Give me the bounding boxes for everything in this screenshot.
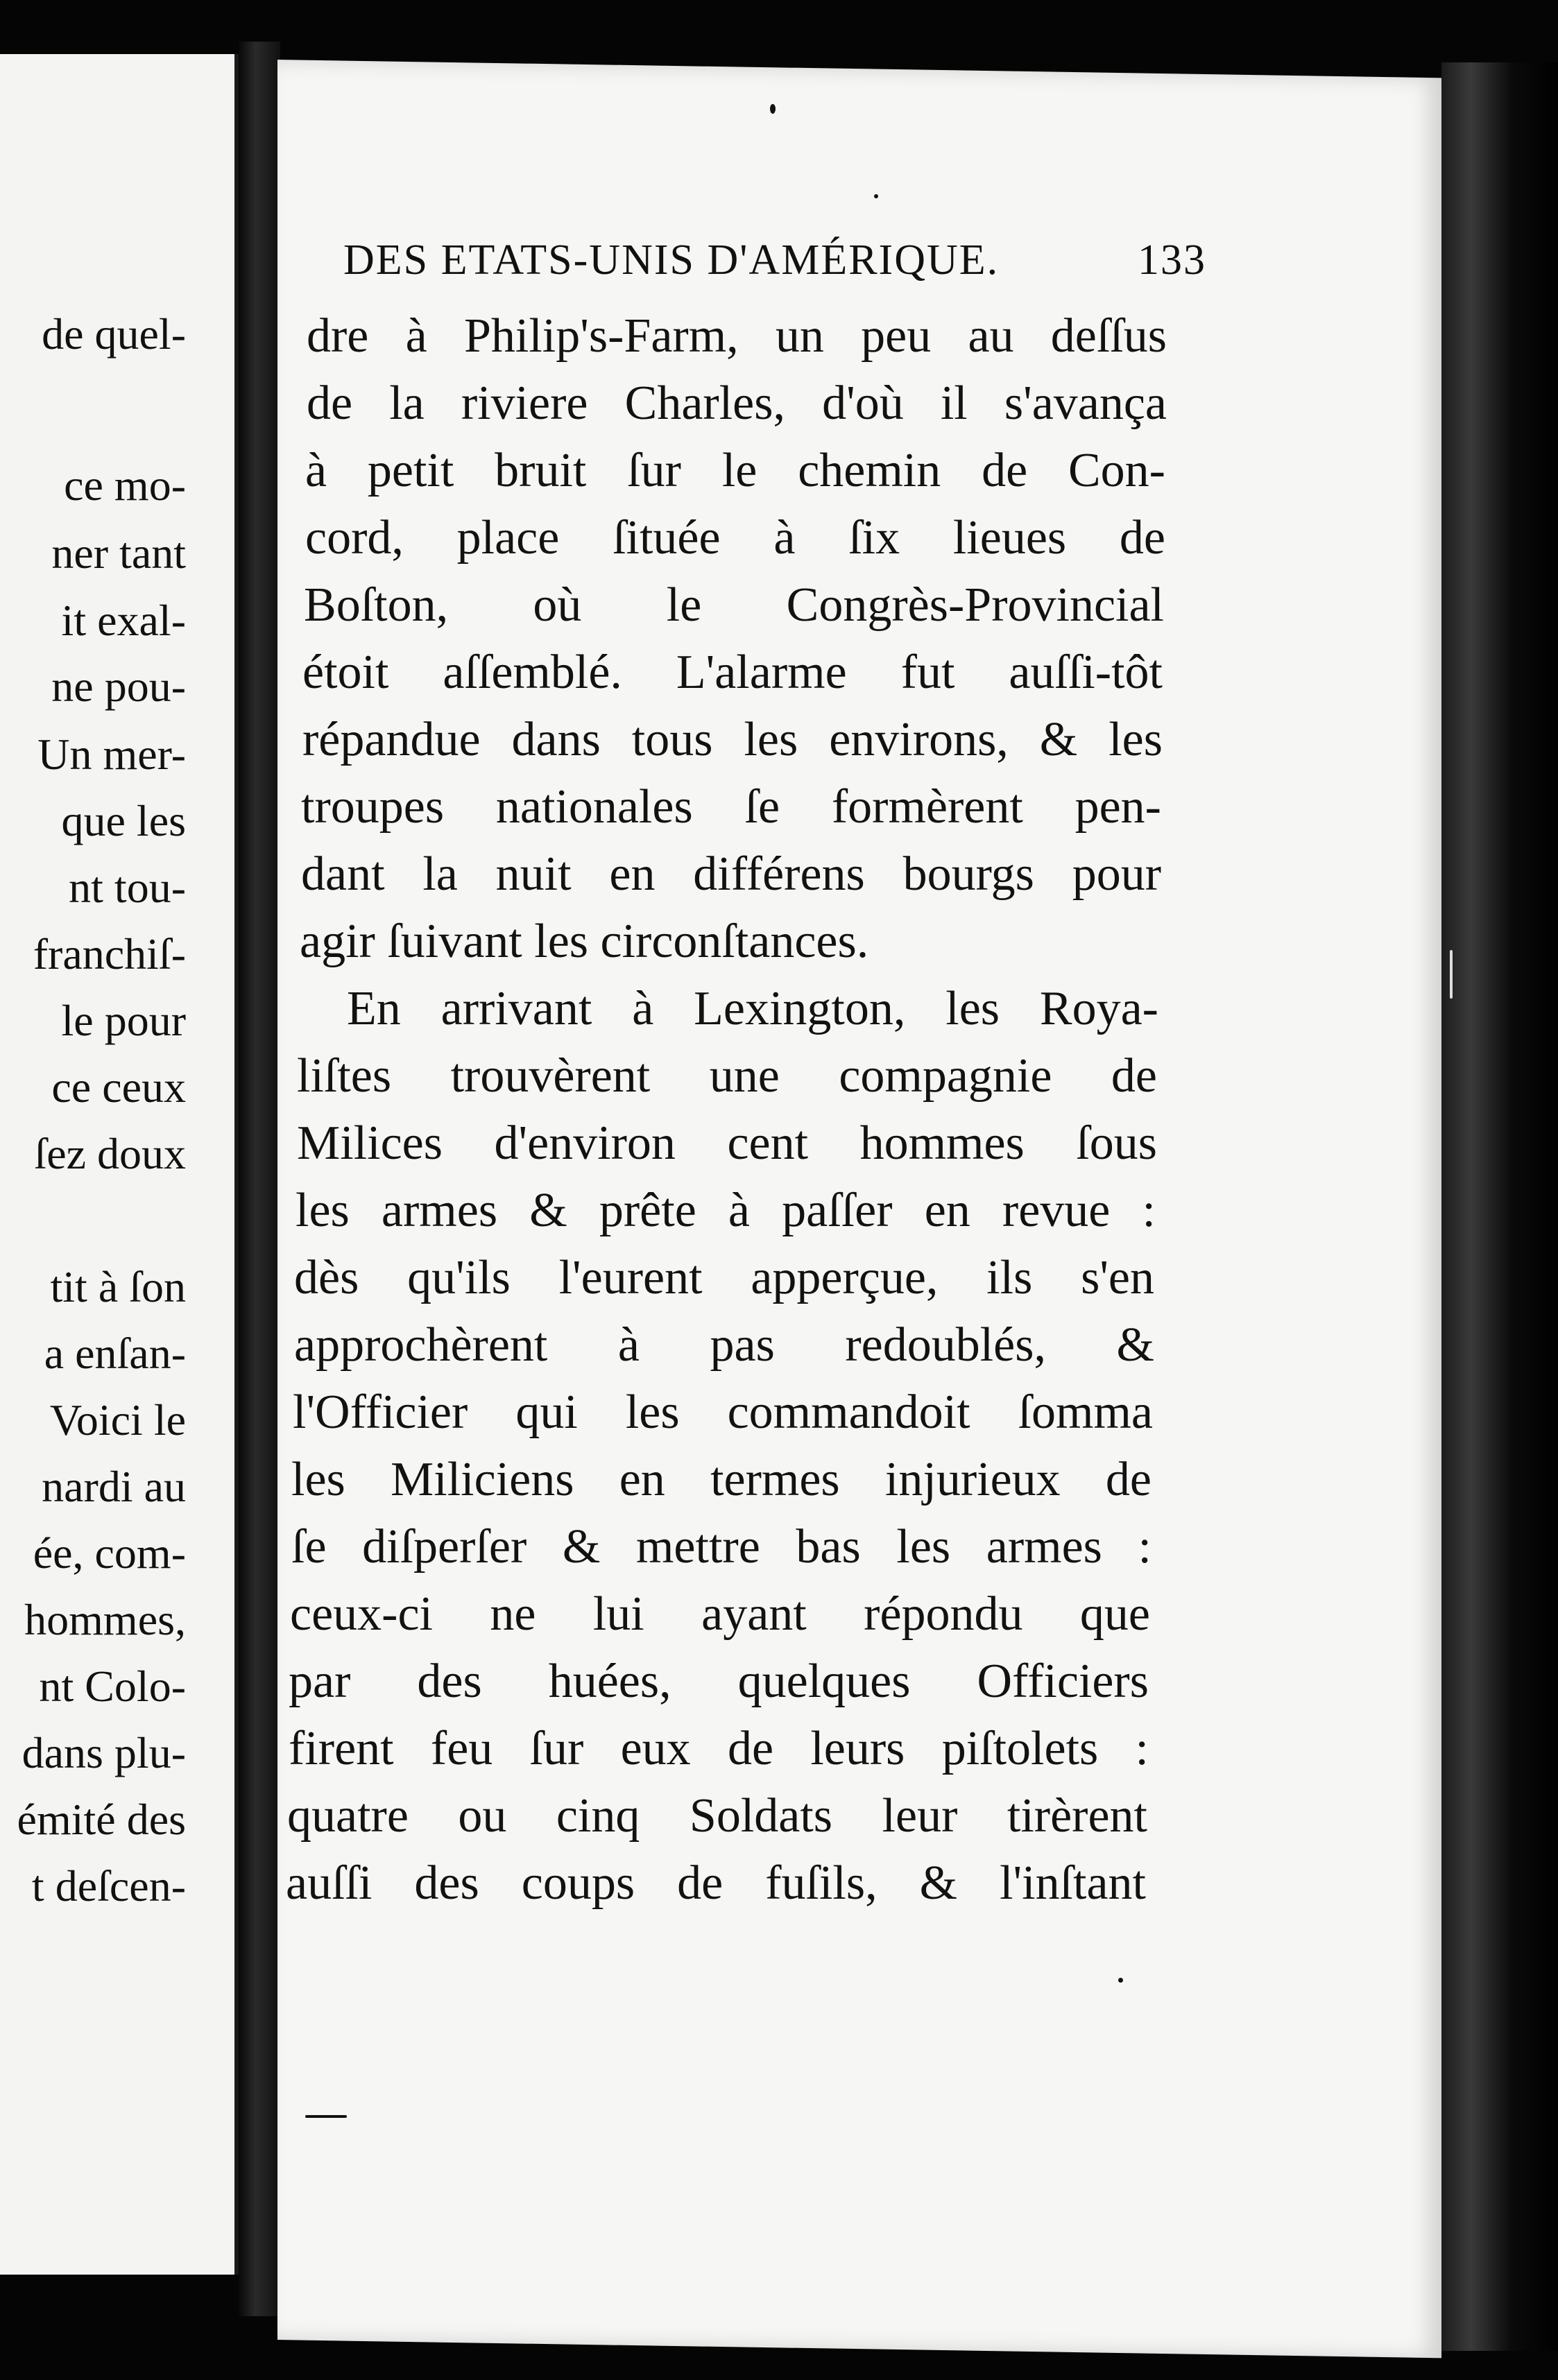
text-line: Boſton, où le Congrès-Provincial <box>304 578 1164 632</box>
left-page-line: émité des <box>17 1795 186 1844</box>
text-line: agir ſuivant les circonſtances. <box>300 915 869 968</box>
left-page-line: t deſcen- <box>31 1861 186 1911</box>
left-page-line: nt tou- <box>69 863 186 912</box>
text-line: à petit bruit ſur le chemin de Con- <box>305 444 1165 497</box>
left-page-line: Voici le <box>49 1395 186 1445</box>
text-line: dre à Philip's-Farm, un peu au deſſus <box>307 309 1167 363</box>
running-head-title: DES ETATS-UNIS D'AMÉRIQUE. <box>343 236 1000 284</box>
left-page-line: franchiſ- <box>33 929 186 978</box>
text-line: dant la nuit en différens bourgs pour <box>301 847 1161 901</box>
text-line: ceux-ci ne lui ayant répondu que <box>290 1587 1150 1641</box>
text-line: firent feu ſur eux de leurs piſtolets : <box>289 1722 1149 1775</box>
text-line: ſe diſperſer & mettre bas les armes : <box>291 1520 1152 1573</box>
left-page-line: a enſan- <box>44 1329 186 1378</box>
book-gutter <box>239 42 280 2316</box>
speck <box>874 194 878 198</box>
text-line: les Miliciens en termes injurieux de <box>291 1453 1152 1506</box>
left-page-line: tit à ſon <box>50 1262 186 1311</box>
left-page-line: ce ceux <box>51 1062 186 1112</box>
page-block-edge <box>1441 62 1558 2351</box>
body-text <box>286 305 1167 1920</box>
left-facing-page <box>0 54 239 2275</box>
text-line: les armes & prête à paſſer en revue : <box>296 1184 1156 1237</box>
left-page-line: ée, com- <box>33 1528 186 1578</box>
paragraph-first-line: En arrivant à Lexington, les Roya- <box>347 982 1158 1035</box>
left-page-line: Un mer- <box>37 730 186 779</box>
left-page-line: ner tant <box>51 528 186 578</box>
text-line: dès qu'ils l'eurent apperçue, ils s'en <box>294 1251 1154 1304</box>
left-page-line: de quel- <box>42 309 186 359</box>
speck <box>305 2115 347 2118</box>
text-line: approchèrent à pas redoublés, & <box>294 1318 1154 1372</box>
left-page-line: dans plu- <box>22 1728 186 1777</box>
left-page-line: que les <box>61 796 186 845</box>
left-page-line: it exal- <box>61 596 186 645</box>
text-line: quatre ou cinq Soldats leur tirèrent <box>287 1789 1147 1843</box>
left-page-line: ne pou- <box>51 662 186 711</box>
text-line: l'Officier qui les commandoit ſomma <box>293 1386 1153 1439</box>
text-line: par des huées, quelques Officiers <box>289 1655 1149 1708</box>
text-line: cord, place ſituée à ſix lieues de <box>305 511 1165 564</box>
left-page-line: ce mo- <box>64 460 186 510</box>
left-page-line: ſez doux <box>34 1129 186 1178</box>
running-head <box>343 236 1204 285</box>
left-page-line: nardi au <box>42 1462 186 1511</box>
left-page-line: nt Colo- <box>39 1662 186 1711</box>
speck <box>1450 950 1453 999</box>
speck <box>1118 1978 1123 1983</box>
page-number: 133 <box>1138 236 1206 284</box>
text-line: troupes nationales ſe formèrent pen- <box>301 780 1161 834</box>
left-page-line: le pour <box>61 996 186 1045</box>
text-line: Milices d'environ cent hommes ſous <box>297 1116 1157 1170</box>
text-line: étoit aſſemblé. L'alarme fut auſſi-tôt <box>302 646 1163 699</box>
text-line: répandue dans tous les environs, & les <box>302 713 1163 766</box>
left-page-line: hommes, <box>24 1595 186 1644</box>
text-line: de la riviere Charles, d'où il s'avança <box>307 377 1167 430</box>
speck <box>770 104 776 114</box>
text-line: auſſi des coups de fuſils, & l'inſtant <box>286 1856 1146 1910</box>
text-line: liſtes trouvèrent une compagnie de <box>297 1049 1157 1103</box>
